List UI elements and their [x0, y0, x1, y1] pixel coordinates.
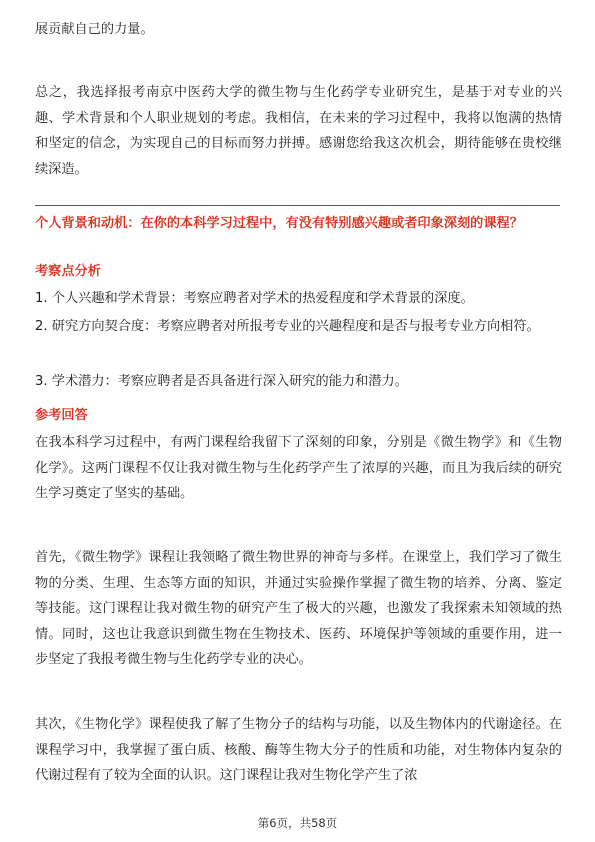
- interview-question: 个人背景和动机：在你的本科学习过程中，有没有特别感兴趣或者印象深刻的课程？: [35, 216, 523, 231]
- analysis-heading: 考察点分析: [35, 264, 101, 279]
- answer-heading: 参考回答: [35, 408, 88, 423]
- intro-tail-paragraph: 展贡献自己的力量。: [35, 22, 154, 37]
- page-number: 第6页，共58页: [257, 816, 338, 830]
- answer-paragraph-2: 首先，《微生物学》课程让我领略了微生物世界的神奇与多样。在课堂上，我们学习了微生物的分类、生理、生态等方面的知识，并通过实验操作掌握了微生物的培养、分离、鉴定等技能。这门课程让我对微生物的研究产生了极大的兴趣，也激发了我探索未知领域的热情。同时，这也让我意识到微生物在生物技术、医药、环境保护等领域的重要作用，进一步坚定了我报考微生物与生化药学专业的决心。: [35, 550, 562, 667]
- section-divider: [35, 205, 560, 206]
- answer-paragraph-3: 其次，《生物化学》课程使我了解了生物分子的结构与功能，以及生物体内的代谢途径。在课程学习中，我掌握了蛋白质、核酸、酶等生物大分子的性质和功能，对生物体内复杂的代谢过程有了较为全面的认识。这门课程让我对生物化学产生了浓: [35, 717, 562, 783]
- conclusion-paragraph: 总之，我选择报考南京中医药大学的微生物与生化药学专业研究生，是基于对专业的兴趣、学术背景和个人职业规划的考虑。我相信，在未来的学习过程中，我将以饱满的热情和坚定的信念，为实现自己的目标而努力拼搏。感谢您给我这次机会，期待能够在贵校继续深造。: [35, 85, 562, 177]
- analysis-item-3: 3. 学术潜力：考察应聘者是否具备进行深入研究的能力和潜力。: [35, 374, 408, 389]
- analysis-item-2: 2. 研究方向契合度：考察应聘者对所报考专业的兴趣程度和是否与报考专业方向相符。: [35, 319, 540, 334]
- analysis-item-1: 1. 个人兴趣和学术背景：考察应聘者对学术的热爱程度和学术背景的深度。: [35, 291, 474, 306]
- answer-paragraph-1: 在我本科学习过程中，有两门课程给我留下了深刻的印象，分别是《微生物学》和《生物化学》。这两门课程不仅让我对微生物与生化药学产生了浓厚的兴趣，而且为我后续的研究生学习奠定了坚实的基础。: [35, 435, 562, 501]
